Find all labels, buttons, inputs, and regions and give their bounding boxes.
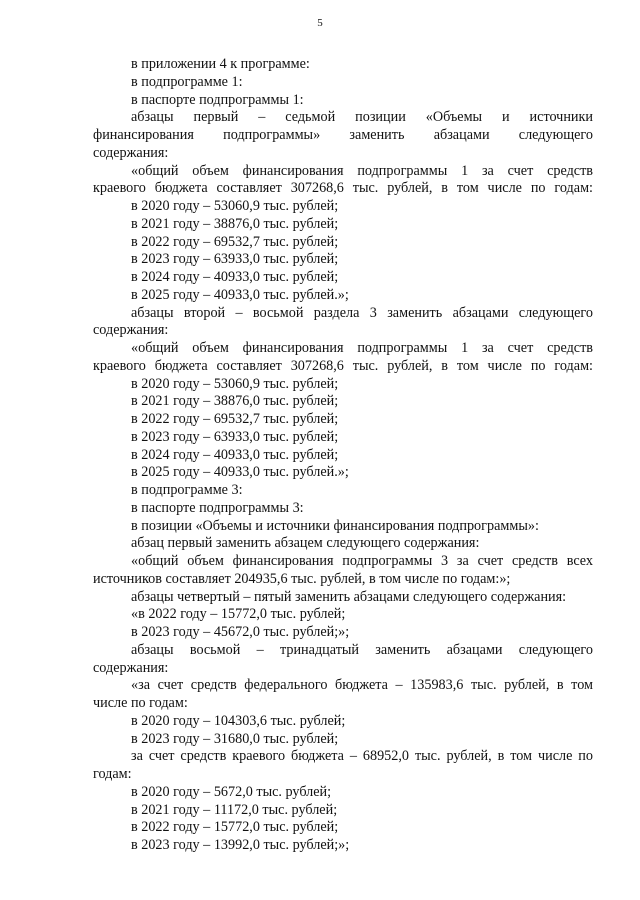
text-line: годам: — [93, 766, 132, 782]
text-line: финансирования подпрограммы» заменить абзацами следующего — [93, 127, 593, 143]
text-line: содержания: — [93, 144, 169, 161]
text-line: в позиции «Объемы и источники финансирования подпрограммы»: — [131, 517, 539, 534]
text-line: в 2022 году – 69532,7 тыс. рублей; — [131, 233, 339, 250]
text-line: в 2020 году – 53060,9 тыс. рублей; — [131, 198, 339, 214]
text-line: в 2025 году – 40933,0 тыс. рублей.»; — [131, 464, 349, 481]
text-line: числе по годам: — [93, 695, 188, 711]
text-line: за счет средств краевого бюджета – 68952,0 тыс. рублей, в том числе по — [131, 748, 593, 765]
text-line: в 2023 году – 45672,0 тыс. рублей;»; — [131, 624, 350, 640]
text-line: в 2022 году – 69532,7 тыс. рублей; — [131, 411, 339, 427]
text-line: содержания: — [93, 322, 169, 339]
text-line: в паспорте подпрограммы 1: — [131, 91, 304, 108]
text-line: в 2020 году – 53060,9 тыс. рублей; — [131, 375, 339, 392]
text-line: в 2023 году – 63933,0 тыс. рублей; — [131, 251, 339, 268]
text-line: в 2023 году – 13992,0 тыс. рублей;»; — [131, 837, 350, 853]
text-line: краевого бюджета составляет 307268,6 тыс. рублей, в том числе по годам: — [93, 357, 593, 374]
text-line: в 2023 году – 31680,0 тыс. рублей; — [131, 730, 339, 747]
text-line: «в 2022 году – 15772,0 тыс. рублей; — [131, 606, 346, 623]
text-line: «за счет средств федерального бюджета – 135983,6 тыс. рублей, в том — [131, 677, 593, 694]
text-line: в паспорте подпрограммы 3: — [131, 499, 304, 516]
text-line: в подпрограмме 3: — [131, 482, 243, 498]
text-line: в подпрограмме 1: — [131, 73, 243, 90]
text-line: в 2021 году – 11172,0 тыс. рублей; — [131, 801, 338, 818]
text-line: «общий объем финансирования подпрограммы 1 за счет средств — [131, 340, 593, 356]
text-line: «общий объем финансирования подпрограммы 1 за счет средств — [131, 162, 593, 179]
text-line: в 2020 году – 104303,6 тыс. рублей; — [131, 712, 346, 729]
text-line: в 2024 году – 40933,0 тыс. рублей; — [131, 269, 339, 285]
text-line: содержания: — [93, 659, 169, 676]
text-line: абзацы восьмой – тринадцатый заменить абзацами следующего — [131, 641, 593, 658]
text-line: в 2022 году – 15772,0 тыс. рублей; — [131, 819, 339, 836]
text-line: источников составляет 204935,6 тыс. рублей, в том числе по годам:»; — [93, 570, 511, 587]
text-line: в 2021 году – 38876,0 тыс. рублей; — [131, 393, 339, 410]
text-line: краевого бюджета составляет 307268,6 тыс. рублей, в том числе по годам: — [93, 180, 593, 197]
document-body — [93, 56, 593, 855]
text-line: в 2023 году – 63933,0 тыс. рублей; — [131, 428, 339, 445]
text-line: в 2024 году – 40933,0 тыс. рублей; — [131, 446, 339, 463]
text-line: абзацы первый – седьмой позиции «Объемы и источники — [131, 109, 593, 126]
text-line: абзацы второй – восьмой раздела 3 заменить абзацами следующего — [131, 304, 593, 321]
text-line: в приложении 4 к программе: — [131, 56, 310, 72]
text-line: абзац первый заменить абзацем следующего содержания: — [131, 535, 480, 552]
text-line: в 2021 году – 38876,0 тыс. рублей; — [131, 215, 339, 232]
text-line: в 2025 году – 40933,0 тыс. рублей.»; — [131, 286, 349, 303]
text-line: абзацы четвертый – пятый заменить абзацами следующего содержания: — [131, 588, 567, 605]
text-line: «общий объем финансирования подпрограммы 3 за счет средств всех — [131, 553, 593, 569]
page-number: 5 — [317, 17, 323, 29]
text-line: в 2020 году – 5672,0 тыс. рублей; — [131, 783, 332, 800]
